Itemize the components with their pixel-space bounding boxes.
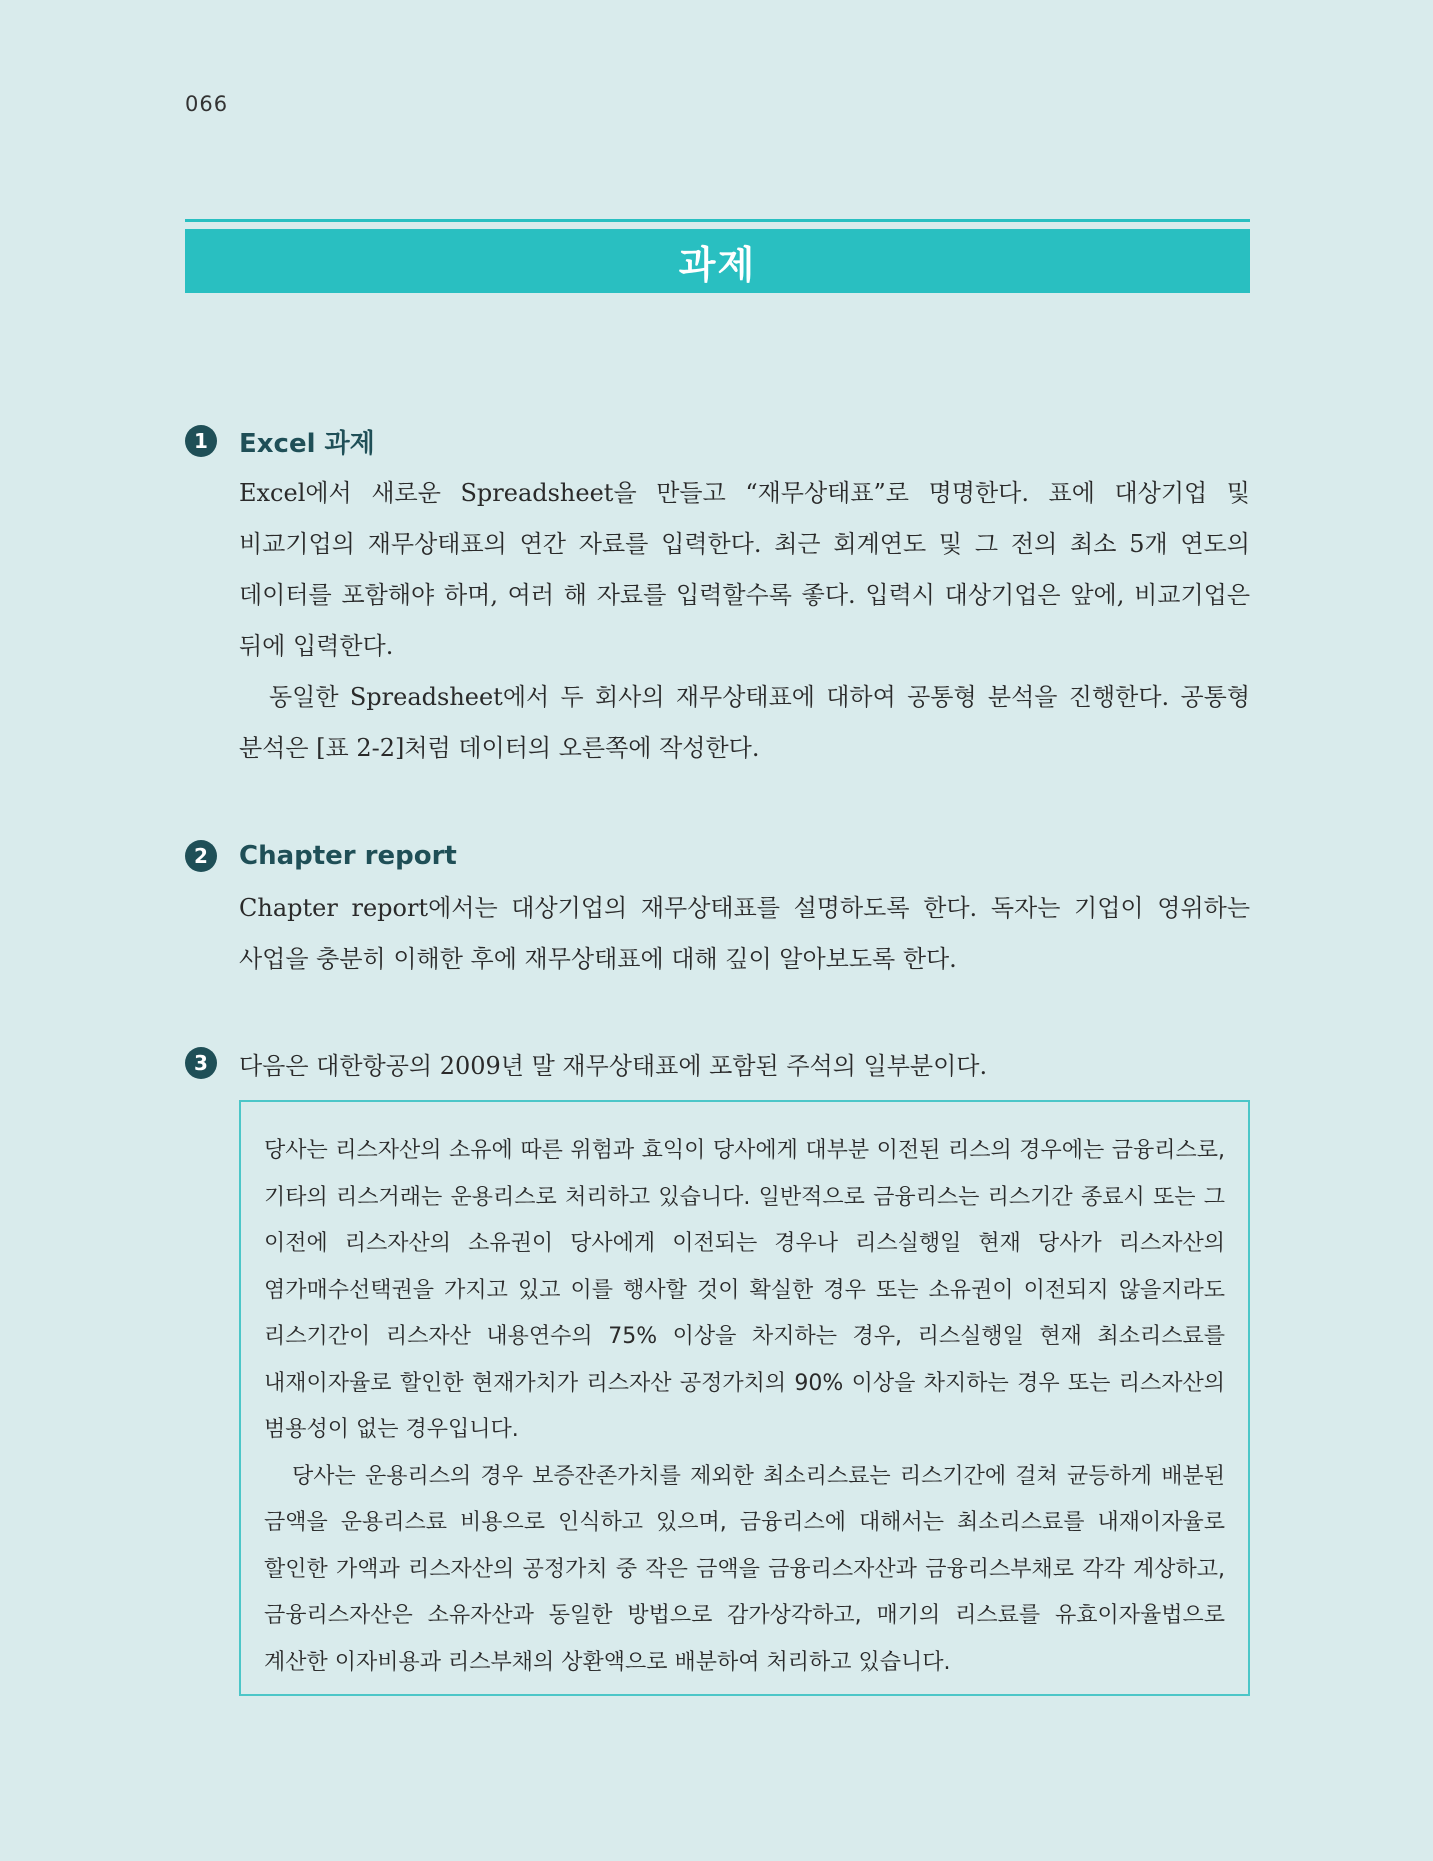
excerpt-paragraph: 당사는 리스자산의 소유에 따른 위험과 효익이 당사에게 대부분 이전된 리스의 경우에는 금융리스로, 기타의 리스거래는 운용리스로 처리하고 있습니다. 일반적으로 금융리스는 리스기간 종료시 또는 그 이전에 리스자산의 소유권이 당사에게 이전되는 경우나 리스실행일 현재 당사가 리스자산의 염가매수선택권을 가지고 있고 이를 행사할 것이 확실한 경우 또는 소유권이 이전되지 않을지라도 리스기간이 리스자산 내용연수의 75% 이상을 차지하는 경우, 리스실행일 현재 최소리스료를 내재이자율로 할인한 현재가치가 리스자산 공정가치의 90% 이상을 차지하는 경우 또는 리스자산의 범용성이 없는 경우입니다. [264, 1138, 1225, 1442]
section-body [239, 468, 1250, 774]
section-notes-question [185, 1043, 1250, 1083]
page-title: 과제 [678, 242, 757, 287]
section-number-badge: 3 [185, 1047, 217, 1079]
section-number-badge: 2 [185, 840, 217, 872]
section-header [185, 421, 1250, 461]
footnote-excerpt-box [239, 1100, 1250, 1696]
section-chapter-report [185, 836, 1250, 985]
section-header [185, 1043, 1250, 1083]
excerpt-paragraph: 당사는 운용리스의 경우 보증잔존가치를 제외한 최소리스료는 리스기간에 걸쳐 균등하게 배분된 금액을 운용리스료 비용으로 인식하고 있으며, 금융리스에 대해서는 최소리스료를 내재이자율로 할인한 가액과 리스자산의 공정가치 중 작은 금액을 금융리스자산과 금융리스부채로 각각 계상하고, 금융리스자산은 소유자산과 동일한 방법으로 감가상각하고, 매기의 리스료를 유효이자율법으로 계산한 이자비용과 리스부채의 상환액으로 배분하여 처리하고 있습니다. [264, 1463, 1225, 1675]
paragraph: Excel에서 새로운 Spreadsheet을 만들고 “재무상태표”로 명명한다. 표에 대상기업 및 비교기업의 재무상태표의 연간 자료를 입력한다. 최근 회계연도 및 그 전의 최소 5개 연도의 데이터를 포함해야 하며, 여러 해 자료를 입력할수록 좋다. 입력시 대상기업은 앞에, 비교기업은 뒤에 입력한다. [239, 479, 1250, 660]
title-bar [185, 229, 1250, 293]
page-number: 066 [185, 92, 229, 116]
section-title: Excel 과제 [239, 428, 375, 459]
title-rule [185, 219, 1250, 222]
section-title: Chapter report [239, 841, 457, 871]
section-body [239, 883, 1250, 985]
paragraph: Chapter report에서는 대상기업의 재무상태표를 설명하도록 한다. 독자는 기업이 영위하는 사업을 충분히 이해한 후에 재무상태표에 대해 깊이 알아보도록 한다. [239, 894, 1250, 973]
section-number-badge: 1 [185, 425, 217, 457]
paragraph: 동일한 Spreadsheet에서 두 회사의 재무상태표에 대하여 공통형 분석을 진행한다. 공통형 분석은 [표 2-2]처럼 데이터의 오른쪽에 작성한다. [239, 683, 1250, 762]
section-header [185, 836, 1250, 876]
section-title: 다음은 대한항공의 2009년 말 재무상태표에 포함된 주석의 일부분이다. [239, 1051, 988, 1080]
section-excel-task [185, 421, 1250, 774]
